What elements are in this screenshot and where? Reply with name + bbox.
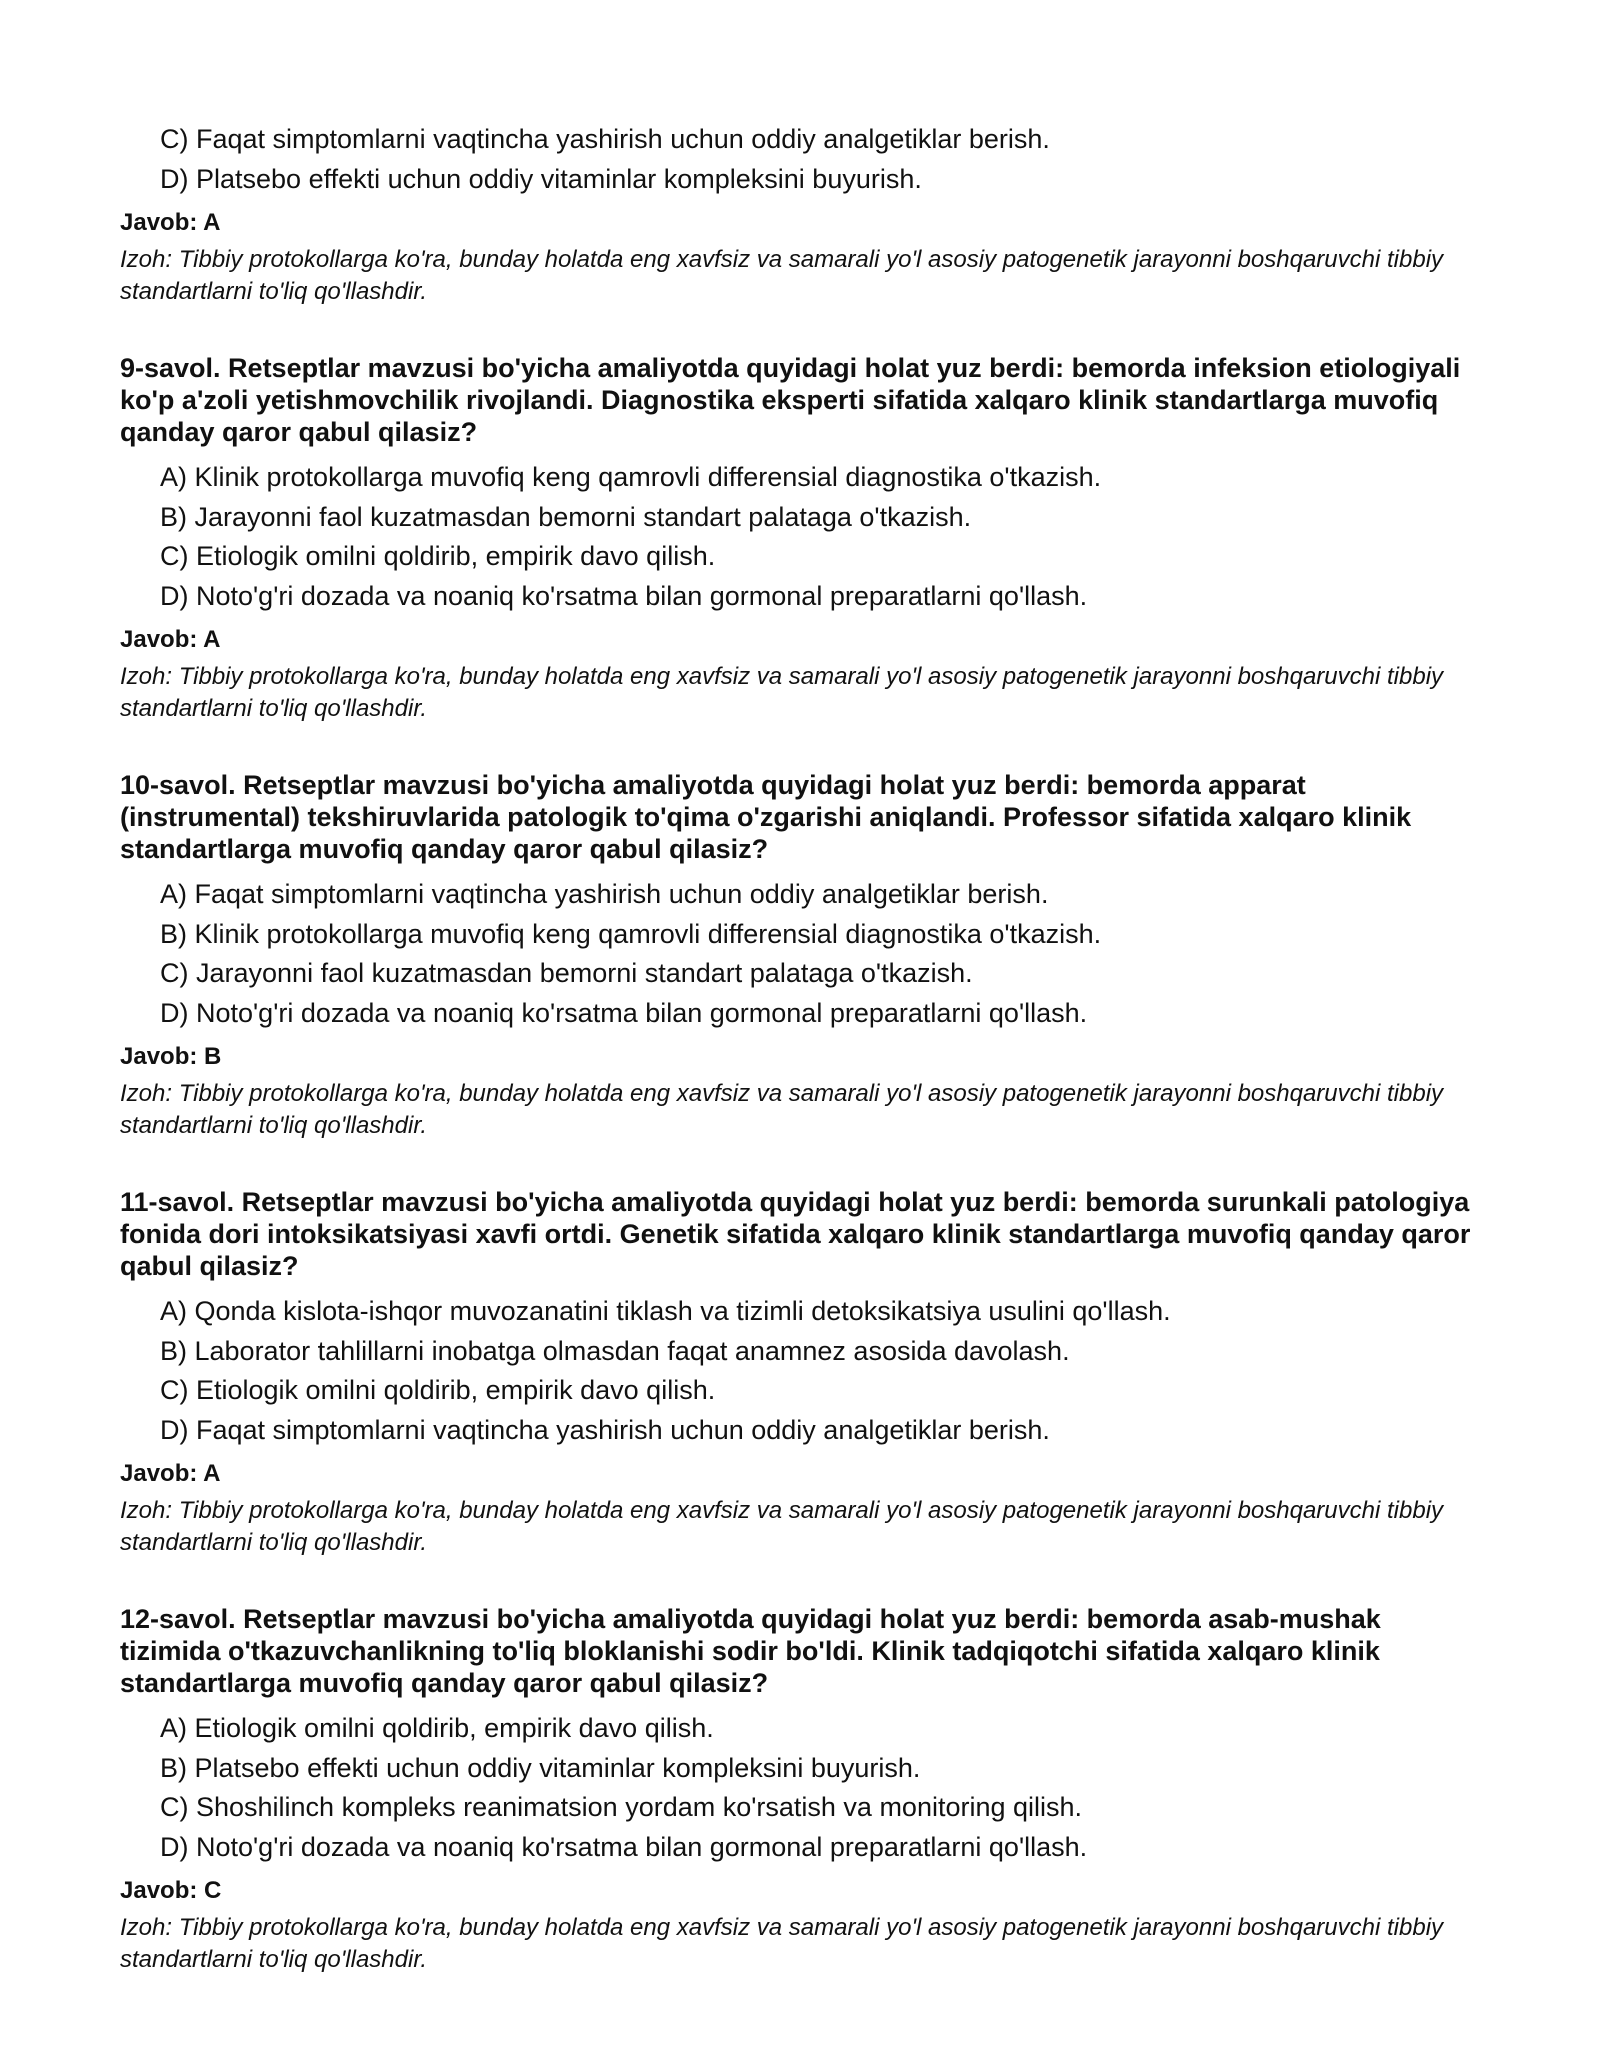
answer-options [120, 875, 1480, 1033]
option-a: A) Faqat simptomlarni vaqtincha yashirish uchun oddiy analgetiklar berish. [160, 879, 1049, 909]
answer-options [120, 1292, 1480, 1450]
option-b: B) Jarayonni faol kuzatmasdan bemorni standart palataga o'tkazish. [160, 501, 972, 532]
option-d: D) Noto'g'ri dozada va noaniq ko'rsatma bilan gormonal preparatlarni qo'llash. [160, 997, 1088, 1028]
question-11 [120, 1186, 1480, 1559]
option-c: C) Shoshilinch kompleks reanimatsion yordam ko'rsatish va monitoring qilish. [160, 1792, 1083, 1822]
question-9 [120, 352, 1480, 725]
explanation-note: Izoh: Tibbiy protokollarga ko'ra, bunday holatda eng xavfsiz va samarali yo'l asosiy patogenetik jarayonni boshqaruvchi tibbiy standartlarni to'liq qo'llashdir. [120, 663, 1444, 722]
question-title: 9-savol. Retseptlar mavzusi bo'yicha amaliyotda quyidagi holat yuz berdi: bemorda infeksion etiologiyali ko'p a'zoli yetishmovchilik rivojlandi. Diagnostika eksperti sifatida xalqaro klinik standartlarga muvofiq qanday qaror qabul qilasiz? [120, 353, 1461, 447]
option-b: B) Platsebo effekti uchun oddiy vitaminlar kompleksini buyurish. [160, 1752, 921, 1783]
explanation-note: Izoh: Tibbiy protokollarga ko'ra, bunday holatda eng xavfsiz va samarali yo'l asosiy patogenetik jarayonni boshqaruvchi tibbiy standartlarni to'liq qo'llashdir. [120, 1497, 1444, 1556]
option-d: D) Platsebo effekti uchun oddiy vitaminlar kompleksini buyurish. [160, 163, 922, 194]
answer-label: Javob: A [120, 209, 221, 236]
explanation-note: Izoh: Tibbiy protokollarga ko'ra, bunday holatda eng xavfsiz va samarali yo'l asosiy patogenetik jarayonni boshqaruvchi tibbiy standartlarni to'liq qo'llashdir. [120, 246, 1444, 305]
question-12 [120, 1603, 1480, 1976]
option-d: D) Noto'g'ri dozada va noaniq ko'rsatma bilan gormonal preparatlarni qo'llash. [160, 580, 1088, 611]
answer-label: Javob: C [120, 1877, 222, 1904]
question-title: 10-savol. Retseptlar mavzusi bo'yicha amaliyotda quyidagi holat yuz berdi: bemorda apparat (instrumental) tekshiruvlarida patologik to'qima o'zgarishi aniqlandi. Professor sifatida xalqaro klinik standartlarga muvofiq qanday qaror qabul qilasiz? [120, 770, 1412, 864]
option-a: A) Etiologik omilni qoldirib, empirik davo qilish. [160, 1713, 714, 1743]
question-10 [120, 769, 1480, 1142]
option-a: A) Klinik protokollarga muvofiq keng qamrovli differensial diagnostika o'tkazish. [160, 462, 1102, 492]
option-b: B) Klinik protokollarga muvofiq keng qamrovli differensial diagnostika o'tkazish. [160, 918, 1102, 949]
question-8-fragment [120, 120, 1480, 308]
answer-options [120, 458, 1480, 616]
explanation-note: Izoh: Tibbiy protokollarga ko'ra, bunday holatda eng xavfsiz va samarali yo'l asosiy patogenetik jarayonni boshqaruvchi tibbiy standartlarni to'liq qo'llashdir. [120, 1914, 1444, 1973]
option-c: C) Faqat simptomlarni vaqtincha yashirish uchun oddiy analgetiklar berish. [160, 124, 1050, 154]
question-title: 11-savol. Retseptlar mavzusi bo'yicha amaliyotda quyidagi holat yuz berdi: bemorda surunkali patologiya fonida dori intoksikatsiyasi xavfi ortdi. Genetik sifatida xalqaro klinik standartlarga muvofiq qanday qaror qabul qilasiz? [120, 1187, 1471, 1281]
option-c: C) Etiologik omilni qoldirib, empirik davo qilish. [160, 541, 716, 571]
option-a: A) Qonda kislota-ishqor muvozanatini tiklash va tizimli detoksikatsiya usulini qo'llash. [160, 1296, 1171, 1326]
answer-options [120, 120, 1480, 199]
option-d: D) Noto'g'ri dozada va noaniq ko'rsatma bilan gormonal preparatlarni qo'llash. [160, 1831, 1088, 1862]
explanation-note: Izoh: Tibbiy protokollarga ko'ra, bunday holatda eng xavfsiz va samarali yo'l asosiy patogenetik jarayonni boshqaruvchi tibbiy standartlarni to'liq qo'llashdir. [120, 1080, 1444, 1139]
answer-label: Javob: A [120, 626, 221, 653]
option-b: B) Laborator tahlillarni inobatga olmasdan faqat anamnez asosida davolash. [160, 1335, 1070, 1366]
option-c: C) Etiologik omilni qoldirib, empirik davo qilish. [160, 1375, 716, 1405]
option-d: D) Faqat simptomlarni vaqtincha yashirish uchun oddiy analgetiklar berish. [160, 1414, 1050, 1445]
answer-label: Javob: A [120, 1460, 221, 1487]
document-content [120, 120, 1480, 1976]
answer-options [120, 1709, 1480, 1867]
answer-label: Javob: B [120, 1043, 222, 1070]
question-title: 12-savol. Retseptlar mavzusi bo'yicha amaliyotda quyidagi holat yuz berdi: bemorda asab-mushak tizimida o'tkazuvchanlikning to'liq bloklanishi sodir bo'ldi. Klinik tadqiqotchi sifatida xalqaro klinik standartlarga muvofiq qanday qaror qabul qilasiz? [120, 1604, 1381, 1698]
option-c: C) Jarayonni faol kuzatmasdan bemorni standart palataga o'tkazish. [160, 958, 973, 988]
